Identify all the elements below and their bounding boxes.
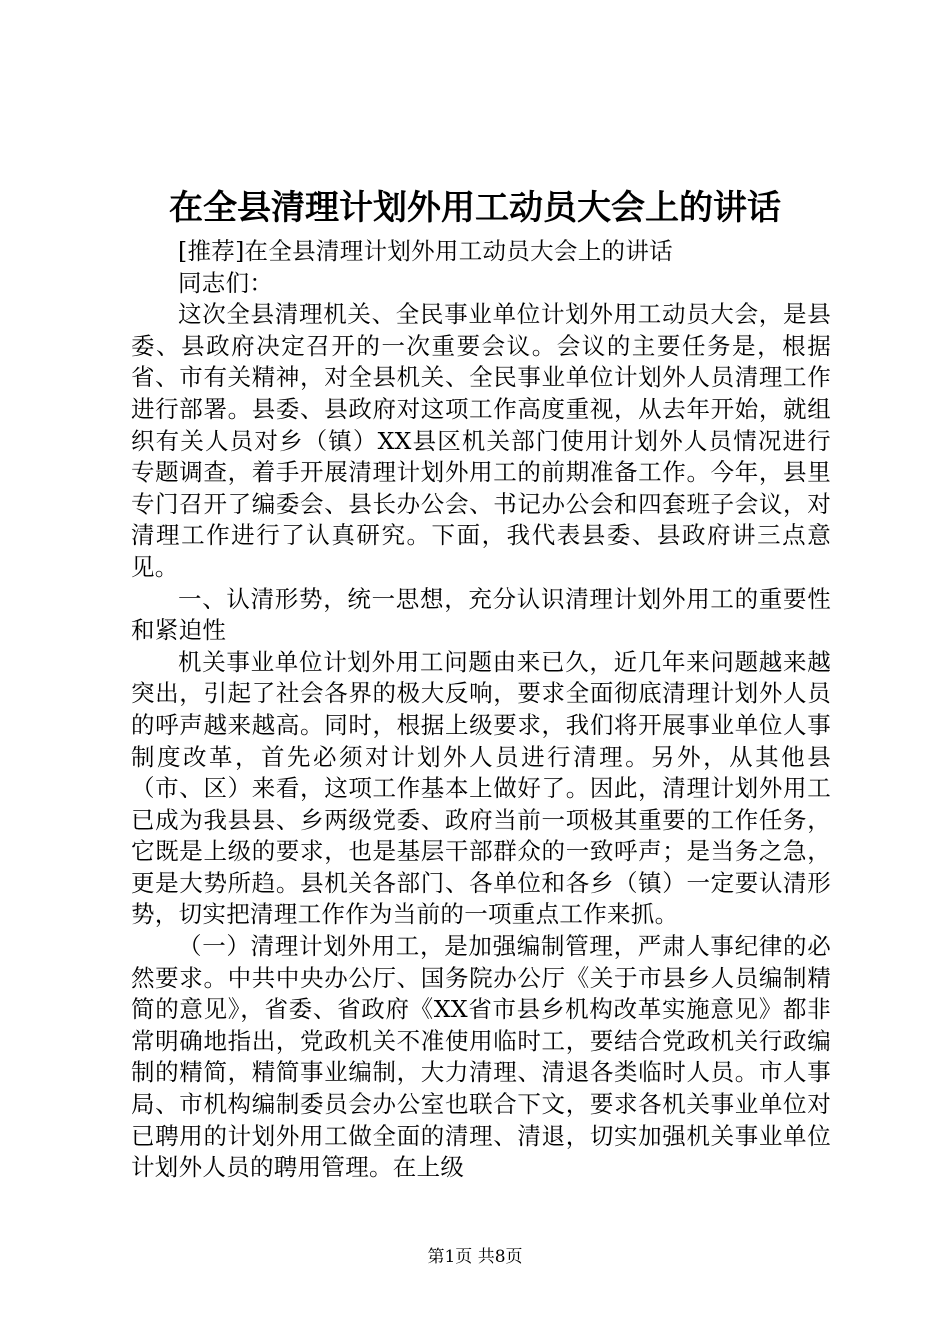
document-title: 在全县清理计划外用工动员大会上的讲话 (169, 188, 781, 228)
paragraph-salutation: 同志们： (178, 268, 274, 297)
page-footer: 第1页 共8页 (427, 1247, 523, 1267)
paragraph-intro: 这次全县清理机关、全民事业单位计划外用工动员大会，是县委、县政府决定召开的一次重要会议。会议的主要任务是，根据省、市有关精神，对全县机关、全民事业单位计划外人员清理工作进行部署。县委、县政府对这项工作高度重视，从去年开始，就组织有关人员对乡（镇）XX县区机关部门使用计划外人员情况进行专题调查，着手开展清理计划外用工的前期准备工作。今年，县里专门召开了编委会、县长办公会、书记办公会和四套班子会议，对清理工作进行了认真研究。下面，我代表县委、县政府讲三点意见。 (131, 300, 831, 581)
paragraph-subsection-1: （一）清理计划外用工，是加强编制管理，严肃人事纪律的必然要求。中共中央办公厅、国务院办公厅《关于市县乡人员编制精简的意见》，省委、省政府《XX省市县乡机构改革实施意见》都非常明确地指出，党政机关不准使用临时工，要结合党政机关行政编制的精简，精简事业编制，大力清理、清退各类临时人员。市人事局、市机构编制委员会办公室也联合下文，要求各机关事业单位对已聘用的计划外用工做全面的清理、清退，切实加强机关事业单位计划外人员的聘用管理。在上级 (131, 932, 831, 1182)
paragraph-section-1-body: 机关事业单位计划外用工问题由来已久，近几年来问题越来越突出，引起了社会各界的极大反响，要求全面彻底清理计划外人员的呼声越来越高。同时，根据上级要求，我们将开展事业单位人事制度改革，首先必须对计划外人员进行清理。另外，从其他县（市、区）来看，这项工作基本上做好了。因此，清理计划外用工已成为我县县、乡两级党委、政府当前一项极其重要的工作任务，它既是上级的要求，也是基层干部群众的一致呼声；是当务之急，更是大势所趋。县机关各部门、各单位和各乡（镇）一定要认清形势，切实把清理工作作为当前的一项重点工作来抓。 (131, 647, 831, 929)
paragraph-recommend-line: [推荐]在全县清理计划外用工动员大会上的讲话 (178, 237, 673, 265)
paragraph-section-heading-1: 一、认清形势，统一思想，充分认识清理计划外用工的重要性和紧迫性 (131, 584, 831, 645)
document-body (131, 236, 831, 1184)
